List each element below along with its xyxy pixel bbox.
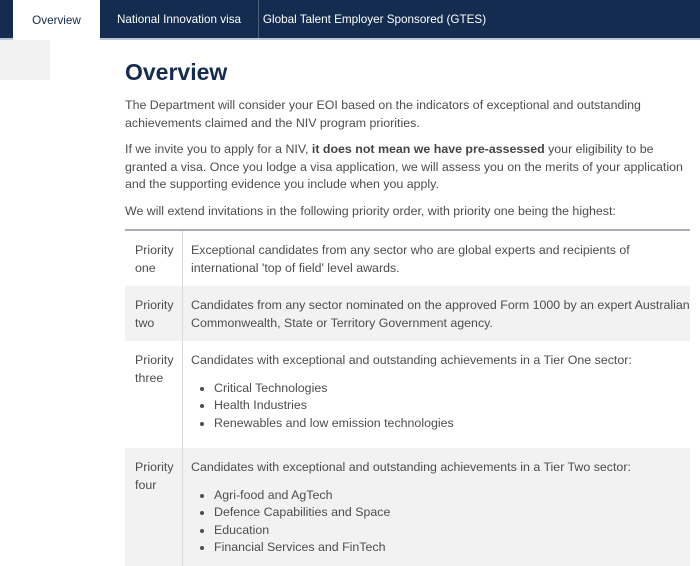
priority-order-text: We will extend invitations in the following priority order, with priority one being the highest: <box>125 203 616 218</box>
tab-global-talent-employer-sponsored[interactable]: Global Talent Employer Sponsored (GTES) <box>258 0 490 38</box>
page-title: Overview <box>125 59 228 85</box>
list-item: • Health Industries <box>214 397 690 415</box>
priority-description-text: Candidates with exceptional and outstanding achievements in a Tier One sector: <box>191 353 632 367</box>
table-row-priority-four <box>125 448 690 566</box>
tier-two-sector-list <box>191 487 690 557</box>
list-item: • Agri-food and AgTech <box>214 487 690 505</box>
priority-description-text: Candidates from any sector nominated on the approved Form 1000 by an expert Australian Commonwealth, State or Territory Government agency. <box>191 298 690 330</box>
overview-tab-panel <box>125 40 690 566</box>
list-item: • Financial Services and FinTech <box>214 539 690 557</box>
invite-paragraph <box>125 141 690 194</box>
table-row-priority-three <box>125 341 690 448</box>
priority-description-text: Candidates with exceptional and outstanding achievements in a Tier Two sector: <box>191 460 631 474</box>
list-item: • Renewables and low emission technologies <box>214 415 690 433</box>
invite-paragraph-bold: it does not mean we have pre-assessed <box>311 142 545 156</box>
priority-label-cell: Priority one <box>135 243 174 275</box>
priority-description-cell <box>182 448 690 566</box>
list-item: • Critical Technologies <box>214 380 690 398</box>
tab-bar <box>0 0 700 40</box>
list-item: • Education <box>214 522 690 540</box>
priority-description-cell <box>182 231 690 286</box>
table-row-priority-two <box>125 286 690 341</box>
tab-overview[interactable]: Overview <box>13 0 100 40</box>
intro-paragraph-text: The Department will consider your EOI based on the indicators of exceptional and outstanding achievements claimed and the NIV program priorities. <box>125 98 641 130</box>
tier-one-sector-list <box>191 380 690 433</box>
invite-paragraph-pre: If we invite you to apply for a NIV, <box>125 142 312 156</box>
priority-description-cell <box>182 341 690 448</box>
table-row-priority-one <box>125 231 690 286</box>
intro-paragraph <box>125 97 690 132</box>
priority-description-text: Exceptional candidates from any sector who are global experts and recipients of international 'top of field' level awards. <box>191 243 630 275</box>
priority-label-cell: Priority four <box>135 460 174 492</box>
priority-label-cell: Priority three <box>135 353 174 385</box>
left-gray-block <box>0 40 50 80</box>
tab-national-innovation-visa[interactable]: National Innovation visa <box>116 12 242 26</box>
priority-label-cell: Priority two <box>135 298 174 330</box>
priority-description-cell <box>182 286 690 341</box>
list-item: • Defence Capabilities and Space <box>214 504 690 522</box>
priority-table <box>125 229 690 566</box>
invite-paragraph-post: your eligibility to be granted a visa. Once you lodge a visa application, we will assess you on the merits of your application and the supporting evidence you include when you apply. <box>125 142 683 191</box>
priority-order-paragraph <box>125 203 690 221</box>
